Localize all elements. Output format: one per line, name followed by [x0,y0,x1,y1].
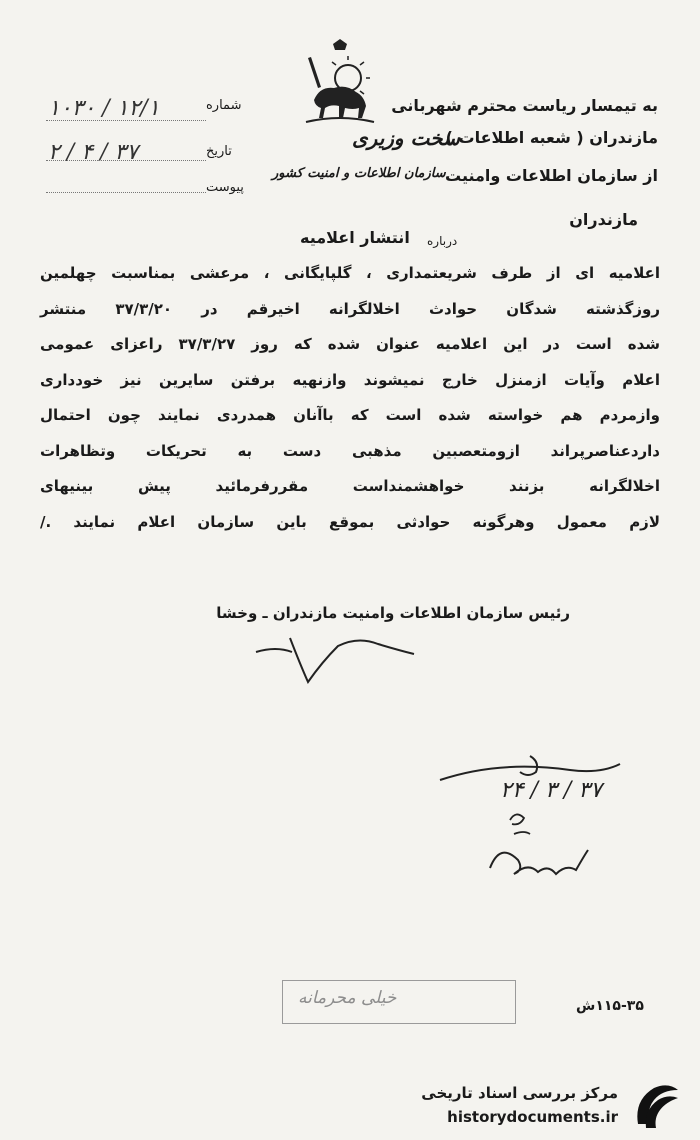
number-dotted-line [46,120,206,121]
document-code: ۱۱۵-۳۵ش [576,998,644,1014]
archive-logo-icon [630,1080,684,1134]
archive-title: مرکز بررسی اسناد تاریخی [421,1084,618,1102]
signature-scribble [250,630,420,690]
body-line: شده است در این اعلامیه عنوان شده که روز ۳۷/۳/۲۷ راعزای عمومی [40,335,660,353]
confidential-stamp-text: خیلی محرمانه [298,988,397,1008]
attachment-label: پیوست [206,180,244,195]
date-label: تاریخ [206,144,232,159]
department-line: مازندران ( شعبه اطلاعات ) [445,128,658,147]
lion-and-sun-emblem [300,38,380,128]
attachment-dotted-line [46,192,206,193]
number-value: ۱۰۳۰ / ۱۲/۱ [48,96,160,121]
archive-url: historydocuments.ir [447,1108,618,1126]
classification-stamp: سخت وزیری [352,126,460,150]
body-line: اعلام وآیات ازمنزل خارج نمیشوند وازنهیه برفتن سایرین نیز خودداری [40,370,660,389]
handwritten-date: ۲۴ / ۳ / ۳۷ [500,778,602,803]
organization-stamp: سازمان اطلاعات و امنیت کشور [272,166,446,181]
body-line: اعلامیه ای از طرف شریعتمداری ، گلپایگانی ، مرعشی بمناسبت چهلمین [40,264,660,282]
body-line: داردعناصرپراند ازومتعصبین مذهبی دست به تحریکات وتظاهرات [40,441,660,460]
subject-text: انتشار اعلامیه [300,228,410,247]
recipient-line: به تیمسار ریاست محترم شهربانی [391,96,658,115]
sender-line: از سازمان اطلاعات وامنیت [445,166,658,185]
date-dotted-line [46,160,206,161]
signature-title: رئیس سازمان اطلاعات وامنیت مازندران ـ وخشا [216,604,570,622]
date-value: ۲ / ۴ / ۳۷ [48,140,139,165]
body-line: لازم معمول وهرگونه حوادثی بموقع باین سازمان اعلام نمایند ./ [40,512,660,531]
letter-body [40,256,660,540]
handwritten-annotation [430,750,630,890]
subject-label: درباره [427,234,458,248]
number-label: شماره [206,98,242,113]
body-line: روزگذشته شدگان حوادث اخلالگرانه اخیرقم در ۳۷/۳/۲۰ منتشر [40,299,660,318]
body-line: اخلالگرانه بزنند خواهشمنداست مقررفرمائید پیش بینیهای [40,477,660,495]
body-line: وازمردم هم خواسته شده است که باآنان همدردی نمایند چون احتمال [40,406,660,424]
city-line: مازندران [569,210,638,229]
